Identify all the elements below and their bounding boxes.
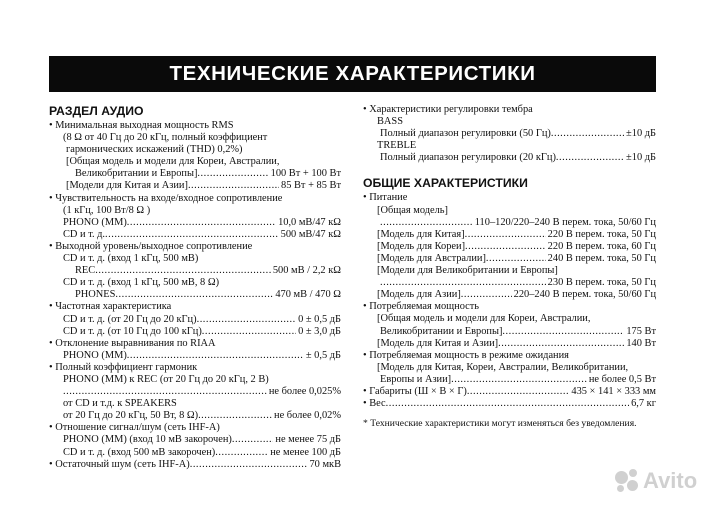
spec-row bbox=[49, 326, 341, 338]
spec-label: [Модель для Китая] bbox=[377, 228, 465, 240]
spec-item: • Частотная характеристика bbox=[49, 301, 172, 313]
spec-item: • Минимальная выходная мощность RMS bbox=[49, 120, 234, 131]
spec-label: [Модели для Китая и Азии] bbox=[66, 180, 188, 192]
spec-row bbox=[49, 217, 341, 229]
spec-row bbox=[363, 217, 656, 229]
spec-row bbox=[49, 447, 341, 459]
avito-logo-icon bbox=[615, 469, 639, 493]
spec-value: 240 В перем. тока, 50 Гц bbox=[547, 252, 656, 264]
spec-row bbox=[363, 374, 656, 386]
spec-line: [Модели для Великобритании и Европы] bbox=[377, 265, 558, 277]
spec-value: не менее 75 дБ bbox=[275, 434, 341, 446]
spec-item: • Питание bbox=[363, 192, 408, 204]
spec-item: • Характеристики регулировки тембра bbox=[363, 104, 533, 115]
spec-row bbox=[363, 229, 656, 241]
spec-value: не более 0,02% bbox=[274, 410, 341, 422]
spec-value: 470 мВ / 470 Ω bbox=[275, 289, 341, 301]
page-title: ТЕХНИЧЕСКИЕ ХАРАКТЕРИСТИКИ bbox=[49, 56, 656, 92]
watermark-text: Avito bbox=[643, 468, 698, 493]
spec-label: • Габариты (Ш × В × Г) bbox=[363, 385, 467, 397]
audio-section bbox=[49, 104, 341, 471]
spec-label: [Модель для Австралии] bbox=[377, 252, 486, 264]
spec-value: 500 мВ / 2,2 кΩ bbox=[272, 265, 341, 277]
spec-label: PHONO (MM) bbox=[63, 216, 127, 228]
spec-value: 110–120/220–240 В перем. тока, 50/60 Гц bbox=[474, 216, 656, 228]
spec-label: CD и т. д. (вход 500 мВ закорочен) bbox=[63, 446, 216, 458]
spec-value: ±10 дБ bbox=[626, 128, 656, 140]
spec-label: Великобритании и Европы] bbox=[75, 168, 198, 180]
spec-line: TREBLE bbox=[377, 140, 417, 152]
spec-row bbox=[49, 229, 341, 241]
spec-label: CD и т. д. (от 10 Гц до 100 кГц) bbox=[63, 325, 202, 337]
spec-value: 70 мкВ bbox=[309, 458, 341, 470]
spec-value: 435 × 141 × 333 мм bbox=[571, 385, 656, 397]
spec-value: 500 мВ/47 кΩ bbox=[280, 228, 341, 240]
spec-item: • Выходной уровень/выходное сопротивление bbox=[49, 240, 253, 252]
spec-value: 220 В перем. тока, 50 Гц bbox=[547, 228, 656, 240]
spec-label: REC bbox=[75, 265, 96, 277]
general-heading: ОБЩИЕ ХАРАКТЕРИСТИКИ bbox=[363, 176, 528, 191]
spec-value: 0 ± 3,0 дБ bbox=[298, 325, 341, 337]
spec-value: 230 В перем. тока, 50 Гц bbox=[547, 277, 656, 289]
spec-line: CD и т. д. (вход 1 кГц, 500 мВ, 8 Ω) bbox=[63, 277, 220, 289]
spec-value: 220–240 В перем. тока, 50/60 Гц bbox=[513, 289, 656, 301]
spec-item: • Потребляемая мощность bbox=[363, 301, 480, 313]
spec-line: [Общая модель и модели для Кореи, Австралии, bbox=[66, 156, 280, 168]
spec-value: ±10 дБ bbox=[626, 152, 656, 164]
spec-label: Полный диапазон регулировки (50 Гц) bbox=[380, 128, 551, 140]
spec-label: • Остаточный шум (сеть IHF-A) bbox=[49, 458, 190, 470]
spec-row bbox=[49, 459, 341, 471]
spec-row bbox=[363, 326, 656, 338]
spec-label: CD и т. д. (от 20 Гц до 20 кГц) bbox=[63, 313, 197, 325]
spec-label: CD и т. д. bbox=[63, 228, 106, 240]
spec-item: • Чувствительность на входе/входное сопротивление bbox=[49, 192, 283, 204]
spec-line: [Общая модель и модели для Кореи, Австралии, bbox=[377, 313, 591, 325]
spec-label: от 20 Гц до 20 кГц, 50 Вт, 8 Ω) bbox=[63, 410, 199, 422]
spec-value: 0 ± 0,5 дБ bbox=[298, 313, 341, 325]
spec-item: • Полный коэффициент гармоник bbox=[49, 361, 198, 373]
spec-row bbox=[49, 386, 341, 398]
spec-value: 220 В перем. тока, 60 Гц bbox=[547, 240, 656, 252]
avito-watermark bbox=[615, 468, 697, 494]
spec-line: [Модель для Китая, Кореи, Австралии, Великобритании, bbox=[377, 361, 629, 373]
spec-value: не более 0,025% bbox=[268, 386, 341, 398]
spec-value: 100 Вт + 100 Вт bbox=[270, 168, 341, 180]
spec-row bbox=[363, 128, 656, 140]
spec-row bbox=[363, 152, 656, 164]
spec-item: • Потребляемая мощность в режиме ожидания bbox=[363, 349, 569, 361]
spec-label: [Модель для Китая и Азии] bbox=[377, 337, 499, 349]
spec-value: 6,7 кг bbox=[631, 398, 656, 410]
audio-heading: РАЗДЕЛ АУДИО bbox=[49, 104, 144, 118]
spec-row bbox=[49, 434, 341, 446]
spec-line: [Общая модель] bbox=[377, 204, 448, 216]
spec-row bbox=[363, 241, 656, 253]
spec-row bbox=[49, 180, 341, 192]
spec-line: CD и т. д. (вход 1 кГц, 500 мВ) bbox=[63, 253, 199, 265]
spec-value: 10,0 мВ/47 кΩ bbox=[278, 216, 341, 228]
spec-row bbox=[49, 289, 341, 301]
spec-row bbox=[49, 350, 341, 362]
spec-value: 140 Вт bbox=[626, 337, 656, 349]
spec-value: не менее 100 дБ bbox=[270, 446, 341, 458]
spec-row bbox=[49, 265, 341, 277]
spec-row bbox=[363, 289, 656, 301]
spec-label: PHONO (MM) bbox=[63, 349, 127, 361]
spec-row bbox=[363, 253, 656, 265]
spec-row bbox=[49, 314, 341, 326]
footnote: * Технические характеристики могут изменяться без уведомления. bbox=[363, 418, 637, 430]
spec-label: [Модель для Азии] bbox=[377, 289, 461, 301]
spec-row bbox=[363, 398, 656, 410]
spec-line: (1 кГц, 100 Вт/8 Ω ) bbox=[63, 204, 151, 216]
spec-value: 175 Вт bbox=[626, 325, 656, 337]
spec-value: 85 Вт + 85 Вт bbox=[281, 180, 341, 192]
spec-label: PHONES bbox=[75, 289, 116, 301]
spec-line: от CD и т.д. к SPEAKERS bbox=[63, 398, 177, 410]
spec-row bbox=[49, 410, 341, 422]
spec-line: (8 Ω от 40 Гц до 20 кГц, полный коэффициент bbox=[63, 132, 268, 144]
spec-line: PHONO (MM) к REC (от 20 Гц до 20 кГц, 2 В) bbox=[63, 373, 269, 385]
spec-row bbox=[363, 386, 656, 398]
spec-line: гармонических искажений (THD) 0,2%) bbox=[66, 144, 243, 156]
spec-label: PHONO (MM) (вход 10 мВ закорочен) bbox=[63, 434, 232, 446]
spec-row bbox=[363, 338, 656, 350]
spec-row bbox=[363, 277, 656, 289]
spec-value: ± 0,5 дБ bbox=[305, 349, 341, 361]
spec-item: • Отношение сигнал/шум (сеть IHF-A) bbox=[49, 422, 220, 434]
spec-label: Европы и Азии] bbox=[380, 373, 452, 385]
spec-value: не более 0,5 Вт bbox=[588, 373, 656, 385]
spec-line: BASS bbox=[377, 116, 403, 128]
general-section bbox=[363, 104, 656, 430]
spec-label: • Вес bbox=[363, 398, 386, 410]
spec-label: Полный диапазон регулировки (20 кГц) bbox=[380, 152, 556, 164]
spec-label: [Модель для Кореи] bbox=[377, 240, 466, 252]
spec-row bbox=[49, 168, 341, 180]
spec-item: • Отклонение выравнивания по RIAA bbox=[49, 337, 216, 349]
spec-label: Великобритании и Европы] bbox=[380, 325, 503, 337]
